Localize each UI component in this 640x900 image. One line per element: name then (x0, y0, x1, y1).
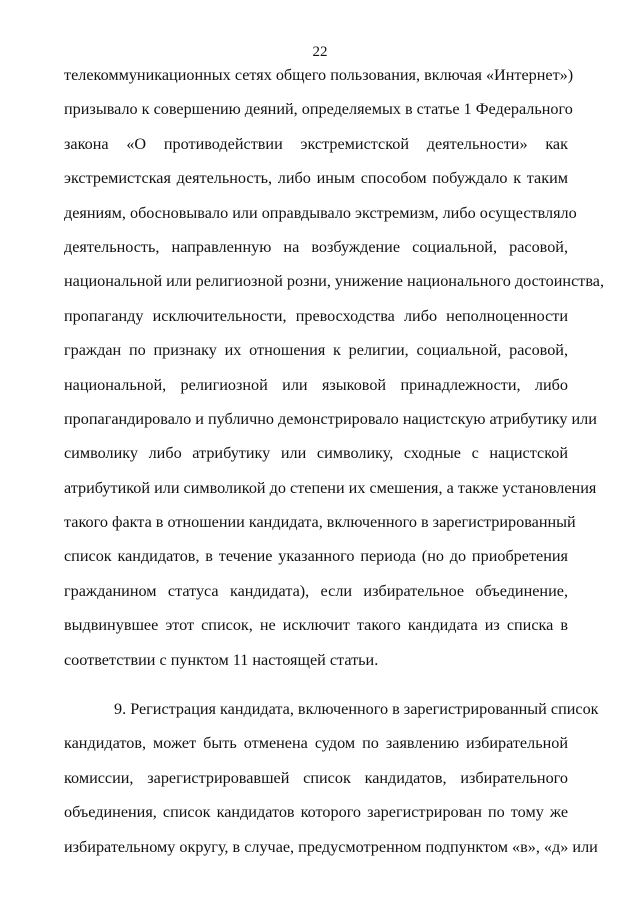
text-line: 9. Регистрация кандидата, включенного в зарегистрированный список (114, 700, 599, 719)
text-line: граждан по признаку их отношения к религии, социальной, расовой, (64, 341, 568, 360)
paragraph-9 (64, 692, 599, 864)
text-line: призывало к совершению деяний, определяемых в статье 1 Федерального (64, 100, 573, 119)
text-line: телекоммуникационных сетях общего пользования, включая «Интернет») (64, 66, 574, 84)
text-line: пропагандировало и публично демонстрировало нацистскую атрибутику или (64, 409, 597, 428)
text-line: национальной, религиозной или языковой принадлежности, либо (64, 375, 568, 394)
text-line: выдвинувшее этот список, не исключит такого кандидата из списка в (64, 616, 568, 635)
text-line: закона «О противодействии экстремистской деятельности» как (64, 134, 568, 153)
document-body (64, 58, 605, 864)
text-line: кандидатов, может быть отменена судом по заявлению избирательной (64, 734, 568, 753)
text-line: деяниям, обосновывало или оправдывало экстремизм, либо осуществляло (64, 203, 577, 222)
page-number: 22 (312, 44, 328, 60)
text-line: пропаганду исключительности, превосходства либо неполноценности (64, 306, 568, 325)
text-line: избирательному округу, в случае, предусмотренном подпунктом «в», «д» или (64, 837, 598, 856)
text-line: символику либо атрибутику или символику, сходные с нацистской (64, 444, 568, 463)
text-line: объединения, список кандидатов которого зарегистрирован по тому же (64, 803, 568, 822)
text-line: экстремистская деятельность, либо иным способом побуждало к таким (64, 169, 568, 188)
text-line: деятельность, направленную на возбуждение социальной, расовой, (64, 237, 568, 256)
text-line: атрибутикой или символикой до степени их смешения, а также установления (64, 478, 597, 497)
text-line: такого факта в отношении кандидата, включенного в зарегистрированный (64, 513, 576, 532)
text-line: гражданином статуса кандидата), если избирательное объединение, (64, 581, 568, 600)
text-line: соответствии с пунктом 11 настоящей статьи. (64, 650, 379, 669)
paragraph-8-continued (64, 58, 605, 677)
text-line: национальной или религиозной розни, унижение национального достоинства, (64, 272, 605, 291)
paragraph-gap (64, 677, 568, 692)
text-line: комиссии, зарегистрировавшей список кандидатов, избирательного (64, 768, 568, 787)
text-line: список кандидатов, в течение указанного периода (но до приобретения (64, 547, 568, 566)
